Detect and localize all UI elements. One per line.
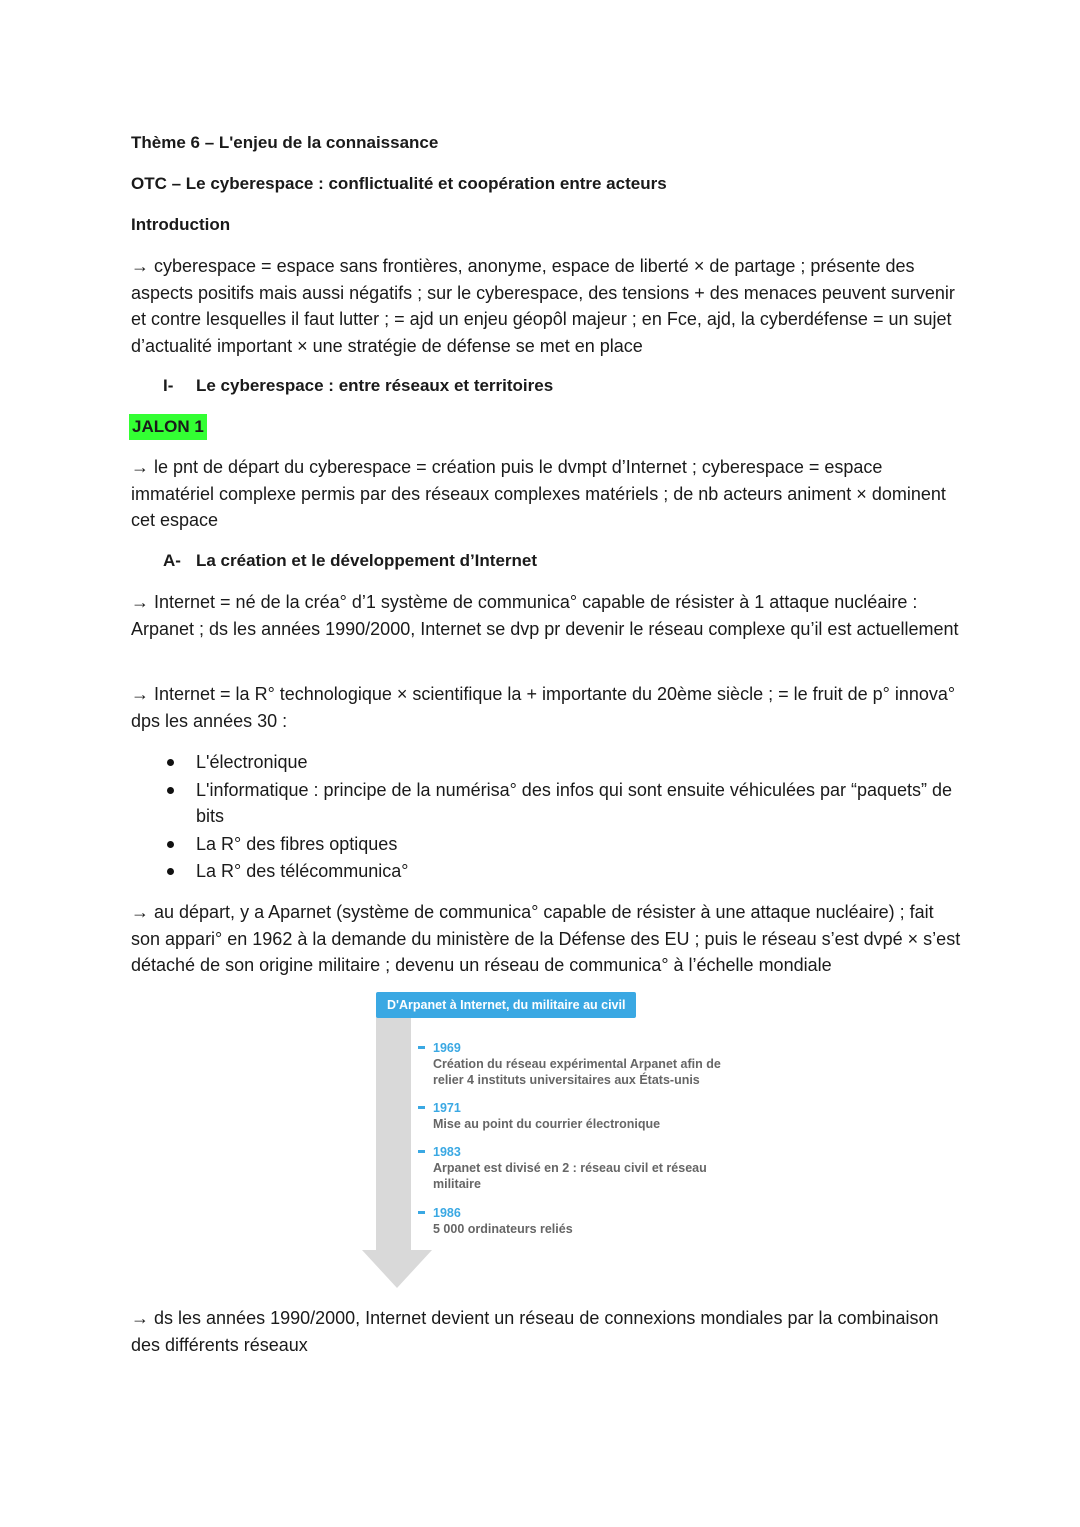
timeline-event-1986 bbox=[433, 1205, 733, 1237]
timeline-text: Mise au point du courrier électronique bbox=[433, 1117, 661, 1131]
timeline-tick bbox=[418, 1106, 425, 1109]
timeline-event-1971 bbox=[433, 1100, 733, 1132]
timeline-tick bbox=[418, 1046, 425, 1049]
section-1-number: I- bbox=[163, 376, 174, 395]
timeline-text: Arpanet est divisé en 2 : réseau civil et réseau militaire bbox=[433, 1161, 707, 1191]
final-paragraph: → ds les années 1990/2000, Internet devient un réseau de connexions mondiales par la combinaison des différents réseaux bbox=[131, 1308, 939, 1355]
timeline-header: D'Arpanet à Internet, du militaire au civil bbox=[376, 992, 636, 1018]
list-item: L'informatique : principe de la numérisa° des infos qui sont ensuite véhiculées par “paquets” de bits bbox=[160, 777, 960, 830]
timeline-event-1983 bbox=[433, 1144, 723, 1192]
section-a-number: A- bbox=[163, 551, 181, 570]
internet-paragraph-1: → Internet = né de la créa° d’1 système de communica° capable de résister à 1 attaque nucléaire : Arpanet ; ds les années 1990/2000, Internet se dvp pr devenir le réseau complexe qu’il est actuellement bbox=[131, 592, 959, 639]
list-item: La R° des télécommunica° bbox=[160, 858, 960, 885]
timeline-event-1969 bbox=[433, 1040, 733, 1088]
arpanet-paragraph: → au départ, y a Aparnet (système de communica° capable de résister à une attaque nucléaire) ; fait son appari° en 1962 à la demande du ministère de la Défense des EU ; puis le réseau s’est dvpé × s’est détaché de son origine militaire ; devenu un réseau de communica° à l’échelle mondiale bbox=[131, 902, 961, 975]
introduction-heading: Introduction bbox=[131, 215, 231, 234]
timeline-year: 1971 bbox=[433, 1101, 461, 1115]
list-item: La R° des fibres optiques bbox=[160, 831, 960, 858]
timeline-arrow bbox=[355, 1016, 445, 1296]
list-item: L'électronique bbox=[160, 749, 960, 776]
theme-title: Thème 6 – L'enjeu de la connaissance bbox=[131, 133, 439, 152]
timeline-tick bbox=[418, 1211, 425, 1214]
section-a-title: La création et le développement d’Internet bbox=[196, 551, 538, 570]
intro-paragraph: → cyberespace = espace sans frontières, anonyme, espace de liberté × de partage ; présente des aspects positifs mais aussi négatifs ; sur le cyberespace, des tensions + des menaces peuvent survenir et contre lesquelles il faut lutter ; = ajd un enjeu géopôl majeur ; en Fce, ajd, la cyberdéfense = un sujet d’actualité important × une stratégie de défense se met en place bbox=[131, 256, 955, 356]
jalon-highlight: JALON 1 bbox=[129, 414, 207, 440]
timeline-tick bbox=[418, 1150, 425, 1153]
timeline-year: 1969 bbox=[433, 1041, 461, 1055]
timeline-text: 5 000 ordinateurs reliés bbox=[433, 1222, 573, 1236]
section-1-title: Le cyberespace : entre réseaux et territoires bbox=[196, 376, 554, 395]
timeline-year: 1986 bbox=[433, 1206, 461, 1220]
section-1-heading bbox=[163, 373, 553, 399]
timeline-year: 1983 bbox=[433, 1145, 461, 1159]
otc-title: OTC – Le cyberespace : conflictualité et coopération entre acteurs bbox=[131, 174, 667, 193]
section-a-heading bbox=[163, 548, 537, 574]
internet-paragraph-2: → Internet = la R° technologique × scientifique la + importante du 20ème siècle ; = le fruit de p° innova° dps les années 30 : bbox=[131, 684, 956, 731]
innovation-list bbox=[160, 749, 960, 886]
jalon-paragraph: → le pnt de départ du cyberespace = création puis le dvmpt d’Internet ; cyberespace = espace immatériel complexe permis par des réseaux complexes matériels ; de nb acteurs animent × dominent cet espace bbox=[131, 457, 946, 530]
timeline-text: Création du réseau expérimental Arpanet afin de relier 4 instituts universitaires aux États-unis bbox=[433, 1057, 721, 1087]
